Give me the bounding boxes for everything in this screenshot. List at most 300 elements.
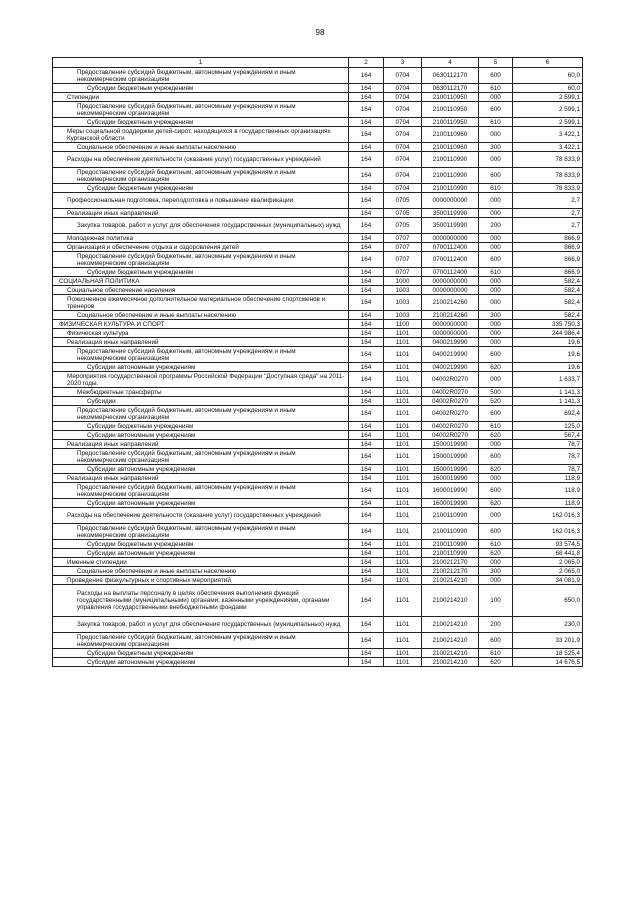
row-amount: 1 633,7 bbox=[513, 372, 583, 388]
row-ministry-code: 164 bbox=[349, 320, 384, 329]
row-section-code: 1101 bbox=[384, 483, 422, 499]
table-row bbox=[53, 422, 583, 431]
row-amount: 18 525,4 bbox=[513, 649, 583, 658]
row-section-code: 1101 bbox=[384, 567, 422, 576]
row-target-code: 0000000000 bbox=[422, 286, 479, 295]
row-amount: 2 599,1 bbox=[513, 102, 583, 118]
row-amount: 19,6 bbox=[513, 363, 583, 372]
row-ministry-code: 164 bbox=[349, 127, 384, 143]
row-ministry-code: 164 bbox=[349, 363, 384, 372]
row-name-cell: Расходы на выплаты персоналу в целях обеспечения выполнения функций государственными (муниципальными) органами, казенными учреждениями, органами управления государственными внебюджетными фондами bbox=[53, 585, 349, 617]
row-target-code: 1500019990 bbox=[422, 440, 479, 449]
row-target-code: 2100214210 bbox=[422, 633, 479, 649]
row-expense-type: 100 bbox=[479, 585, 513, 617]
row-ministry-code: 164 bbox=[349, 585, 384, 617]
row-target-code: 2100214210 bbox=[422, 658, 479, 667]
row-section-code: 0705 bbox=[384, 193, 422, 209]
row-section-code: 1101 bbox=[384, 540, 422, 549]
row-amount: 230,0 bbox=[513, 617, 583, 633]
table-row bbox=[53, 549, 583, 558]
row-target-code: 2100110990 bbox=[422, 152, 479, 168]
row-name-cell: ФИЗИЧЕСКАЯ КУЛЬТУРА И СПОРТ bbox=[53, 320, 349, 329]
row-expense-type: 000 bbox=[479, 558, 513, 567]
row-amount: 78 833,9 bbox=[513, 152, 583, 168]
row-name-cell: Субсидии бюджетным учреждениям bbox=[53, 649, 349, 658]
row-name-cell: Межбюджетные трансферты bbox=[53, 388, 349, 397]
row-target-code: 2100110990 bbox=[422, 184, 479, 193]
row-ministry-code: 164 bbox=[349, 431, 384, 440]
row-section-code: 0704 bbox=[384, 84, 422, 93]
row-section-code: 1101 bbox=[384, 449, 422, 465]
row-name-cell: Субсидии бюджетным учреждениям bbox=[53, 268, 349, 277]
row-expense-type: 000 bbox=[479, 152, 513, 168]
row-target-code: 0700112400 bbox=[422, 268, 479, 277]
row-target-code: 0400219990 bbox=[422, 363, 479, 372]
row-name-cell: Проведение физкультурных и спортивных мероприятий bbox=[53, 576, 349, 585]
row-amount: 3 422,1 bbox=[513, 127, 583, 143]
table-row bbox=[53, 193, 583, 209]
table-row bbox=[53, 84, 583, 93]
row-name-cell: Субсидии автономным учреждениям bbox=[53, 549, 349, 558]
row-section-code: 0704 bbox=[384, 102, 422, 118]
row-section-code: 1101 bbox=[384, 465, 422, 474]
row-ministry-code: 164 bbox=[349, 184, 384, 193]
row-target-code: 2100110990 bbox=[422, 508, 479, 524]
row-section-code: 1101 bbox=[384, 549, 422, 558]
row-section-code: 1101 bbox=[384, 558, 422, 567]
table-row bbox=[53, 483, 583, 499]
row-amount: 14 676,5 bbox=[513, 658, 583, 667]
table-header-row bbox=[53, 58, 583, 68]
row-expense-type: 000 bbox=[479, 508, 513, 524]
row-target-code: 0000000000 bbox=[422, 320, 479, 329]
row-section-code: 1101 bbox=[384, 431, 422, 440]
row-expense-type: 000 bbox=[479, 329, 513, 338]
table-row bbox=[53, 347, 583, 363]
row-section-code: 0705 bbox=[384, 209, 422, 218]
row-target-code: 04002R0270 bbox=[422, 431, 479, 440]
row-target-code: 04002R0270 bbox=[422, 406, 479, 422]
row-ministry-code: 164 bbox=[349, 524, 384, 540]
row-section-code: 1101 bbox=[384, 508, 422, 524]
row-section-code: 0707 bbox=[384, 252, 422, 268]
row-expense-type: 620 bbox=[479, 431, 513, 440]
table-row bbox=[53, 127, 583, 143]
row-expense-type: 000 bbox=[479, 372, 513, 388]
row-target-code: 2100110950 bbox=[422, 118, 479, 127]
row-expense-type: 620 bbox=[479, 465, 513, 474]
row-target-code: 1600019990 bbox=[422, 483, 479, 499]
row-name-cell: Расходы на обеспечение деятельности (оказание услуг) государственных учреждений bbox=[53, 152, 349, 168]
row-section-code: 1101 bbox=[384, 338, 422, 347]
row-amount: 1 141,3 bbox=[513, 397, 583, 406]
header-col-5: 5 bbox=[479, 58, 513, 68]
row-expense-type: 200 bbox=[479, 617, 513, 633]
row-expense-type: 000 bbox=[479, 127, 513, 143]
row-ministry-code: 164 bbox=[349, 474, 384, 483]
row-expense-type: 000 bbox=[479, 338, 513, 347]
table-row bbox=[53, 243, 583, 252]
row-ministry-code: 164 bbox=[349, 372, 384, 388]
row-ministry-code: 164 bbox=[349, 406, 384, 422]
row-amount: 118,9 bbox=[513, 483, 583, 499]
row-ministry-code: 164 bbox=[349, 440, 384, 449]
row-ministry-code: 164 bbox=[349, 234, 384, 243]
row-expense-type: 620 bbox=[479, 363, 513, 372]
table-row bbox=[53, 540, 583, 549]
row-section-code: 1101 bbox=[384, 633, 422, 649]
row-expense-type: 000 bbox=[479, 193, 513, 209]
row-amount: 60,0 bbox=[513, 84, 583, 93]
row-ministry-code: 164 bbox=[349, 388, 384, 397]
table-row bbox=[53, 658, 583, 667]
row-name-cell: Предоставление субсидий бюджетным, автономным учреждениям и иным некоммерческим организациям bbox=[53, 524, 349, 540]
row-amount: 19,6 bbox=[513, 347, 583, 363]
row-expense-type: 000 bbox=[479, 474, 513, 483]
row-name-cell: Профессиональная подготовка, переподготовка и повышение квалификации bbox=[53, 193, 349, 209]
row-expense-type: 610 bbox=[479, 84, 513, 93]
row-name-cell: Субсидии автономным учреждениям bbox=[53, 499, 349, 508]
row-amount: 650,0 bbox=[513, 585, 583, 617]
row-ministry-code: 164 bbox=[349, 347, 384, 363]
row-name-cell: Субсидии бюджетным учреждениям bbox=[53, 422, 349, 431]
row-name-cell: Именные стипендии bbox=[53, 558, 349, 567]
row-target-code: 2100214210 bbox=[422, 649, 479, 658]
row-expense-type: 620 bbox=[479, 658, 513, 667]
row-expense-type: 620 bbox=[479, 499, 513, 508]
row-name-cell: Предоставление субсидий бюджетным, автономным учреждениям и иным некоммерческим организациям bbox=[53, 633, 349, 649]
row-amount: 582,4 bbox=[513, 311, 583, 320]
table-row bbox=[53, 184, 583, 193]
table-row bbox=[53, 406, 583, 422]
row-amount: 866,9 bbox=[513, 243, 583, 252]
row-amount: 78,7 bbox=[513, 465, 583, 474]
row-ministry-code: 164 bbox=[349, 209, 384, 218]
table-row bbox=[53, 102, 583, 118]
row-section-code: 1101 bbox=[384, 440, 422, 449]
table-row bbox=[53, 93, 583, 102]
budget-table bbox=[52, 57, 583, 667]
table-row bbox=[53, 268, 583, 277]
table-row bbox=[53, 524, 583, 540]
row-ministry-code: 164 bbox=[349, 508, 384, 524]
row-ministry-code: 164 bbox=[349, 286, 384, 295]
row-expense-type: 520 bbox=[479, 397, 513, 406]
row-target-code: 0000000000 bbox=[422, 234, 479, 243]
row-name-cell: Расходы на обеспечение деятельности (оказание услуг) государственных учреждений bbox=[53, 508, 349, 524]
row-section-code: 1101 bbox=[384, 658, 422, 667]
table-row bbox=[53, 329, 583, 338]
row-section-code: 0704 bbox=[384, 127, 422, 143]
row-expense-type: 000 bbox=[479, 286, 513, 295]
row-expense-type: 600 bbox=[479, 483, 513, 499]
row-ministry-code: 164 bbox=[349, 102, 384, 118]
row-ministry-code: 164 bbox=[349, 649, 384, 658]
row-section-code: 0704 bbox=[384, 168, 422, 184]
table-row bbox=[53, 633, 583, 649]
row-ministry-code: 164 bbox=[349, 576, 384, 585]
row-section-code: 1101 bbox=[384, 499, 422, 508]
table-row bbox=[53, 363, 583, 372]
table-row bbox=[53, 499, 583, 508]
row-amount: 19,6 bbox=[513, 338, 583, 347]
row-section-code: 0704 bbox=[384, 143, 422, 152]
row-name-cell: Социальное обеспечение и иные выплаты населению bbox=[53, 143, 349, 152]
row-expense-type: 610 bbox=[479, 184, 513, 193]
row-amount: 60,0 bbox=[513, 68, 583, 84]
row-amount: 2,7 bbox=[513, 193, 583, 209]
row-name-cell: Субсидии бюджетным учреждениям bbox=[53, 118, 349, 127]
row-expense-type: 610 bbox=[479, 268, 513, 277]
row-name-cell: Субсидии автономным учреждениям bbox=[53, 658, 349, 667]
row-amount: 866,9 bbox=[513, 234, 583, 243]
row-expense-type: 300 bbox=[479, 311, 513, 320]
row-amount: 2 065,0 bbox=[513, 567, 583, 576]
row-amount: 78 833,9 bbox=[513, 168, 583, 184]
table-row bbox=[53, 617, 583, 633]
row-section-code: 0705 bbox=[384, 218, 422, 234]
row-expense-type: 600 bbox=[479, 347, 513, 363]
row-section-code: 1101 bbox=[384, 397, 422, 406]
row-name-cell: СОЦИАЛЬНАЯ ПОЛИТИКА bbox=[53, 277, 349, 286]
row-name-cell: Реализация иных направлений bbox=[53, 474, 349, 483]
row-expense-type: 620 bbox=[479, 549, 513, 558]
row-name-cell: Социальное обеспечение и иные выплаты населению bbox=[53, 311, 349, 320]
row-section-code: 1101 bbox=[384, 372, 422, 388]
row-name-cell: Субсидии бюджетным учреждениям bbox=[53, 540, 349, 549]
row-name-cell: Меры социальной поддержки детей-сирот, находящихся в государственных организациях Курганской области bbox=[53, 127, 349, 143]
row-section-code: 0707 bbox=[384, 234, 422, 243]
table-row bbox=[53, 277, 583, 286]
row-section-code: 1101 bbox=[384, 363, 422, 372]
table-row bbox=[53, 576, 583, 585]
row-ministry-code: 164 bbox=[349, 252, 384, 268]
row-target-code: 0630112170 bbox=[422, 84, 479, 93]
row-section-code: 0704 bbox=[384, 184, 422, 193]
row-target-code: 04002R0270 bbox=[422, 372, 479, 388]
row-target-code: 2100110950 bbox=[422, 93, 479, 102]
row-expense-type: 600 bbox=[479, 524, 513, 540]
row-ministry-code: 164 bbox=[349, 218, 384, 234]
table-row bbox=[53, 474, 583, 483]
row-amount: 78,7 bbox=[513, 449, 583, 465]
row-amount: 162 016,3 bbox=[513, 508, 583, 524]
row-target-code: 0700112400 bbox=[422, 252, 479, 268]
row-section-code: 1003 bbox=[384, 286, 422, 295]
row-amount: 78,7 bbox=[513, 440, 583, 449]
row-expense-type: 610 bbox=[479, 540, 513, 549]
row-ministry-code: 164 bbox=[349, 193, 384, 209]
row-ministry-code: 164 bbox=[349, 143, 384, 152]
row-name-cell: Предоставление субсидий бюджетным, автономным учреждениям и иным некоммерческим организациям bbox=[53, 406, 349, 422]
row-name-cell: Субсидии bbox=[53, 397, 349, 406]
row-amount: 2 599,1 bbox=[513, 93, 583, 102]
row-amount: 2,7 bbox=[513, 209, 583, 218]
table-row bbox=[53, 431, 583, 440]
row-section-code: 1101 bbox=[384, 422, 422, 431]
row-ministry-code: 164 bbox=[349, 633, 384, 649]
row-name-cell: Реализация иных направлений bbox=[53, 209, 349, 218]
row-target-code: 2100214260 bbox=[422, 295, 479, 311]
table-row bbox=[53, 286, 583, 295]
row-target-code: 0000000000 bbox=[422, 329, 479, 338]
row-expense-type: 000 bbox=[479, 209, 513, 218]
table-row bbox=[53, 152, 583, 168]
row-ministry-code: 164 bbox=[349, 540, 384, 549]
row-amount: 34 081,9 bbox=[513, 576, 583, 585]
row-name-cell: Предоставление субсидий бюджетным, автономным учреждениям и иным некоммерческим организациям bbox=[53, 449, 349, 465]
row-expense-type: 600 bbox=[479, 406, 513, 422]
row-expense-type: 600 bbox=[479, 633, 513, 649]
row-name-cell: Субсидии бюджетным учреждениям bbox=[53, 184, 349, 193]
row-target-code: 1500019990 bbox=[422, 449, 479, 465]
row-amount: 68 441,8 bbox=[513, 549, 583, 558]
header-col-2: 2 bbox=[349, 58, 384, 68]
row-expense-type: 600 bbox=[479, 68, 513, 84]
row-ministry-code: 164 bbox=[349, 397, 384, 406]
row-section-code: 1100 bbox=[384, 320, 422, 329]
row-amount: 2,7 bbox=[513, 218, 583, 234]
row-amount: 125,0 bbox=[513, 422, 583, 431]
table-row bbox=[53, 143, 583, 152]
row-expense-type: 000 bbox=[479, 295, 513, 311]
table-row bbox=[53, 388, 583, 397]
row-target-code: 2100110990 bbox=[422, 549, 479, 558]
page-number: 98 bbox=[315, 28, 325, 37]
table-row bbox=[53, 558, 583, 567]
row-ministry-code: 164 bbox=[349, 658, 384, 667]
row-target-code: 1600019990 bbox=[422, 474, 479, 483]
row-ministry-code: 164 bbox=[349, 617, 384, 633]
row-amount: 335 750,3 bbox=[513, 320, 583, 329]
row-expense-type: 000 bbox=[479, 234, 513, 243]
row-name-cell: Пожизненное ежемесячное дополнительное материальное обеспечение спортсменов и тренеров bbox=[53, 295, 349, 311]
row-ministry-code: 164 bbox=[349, 68, 384, 84]
row-name-cell: Физическая культура bbox=[53, 329, 349, 338]
row-target-code: 2100110990 bbox=[422, 524, 479, 540]
row-expense-type: 600 bbox=[479, 252, 513, 268]
row-name-cell: Организация и обеспечение отдыха и оздоровления детей bbox=[53, 243, 349, 252]
row-expense-type: 000 bbox=[479, 440, 513, 449]
row-amount: 582,4 bbox=[513, 295, 583, 311]
row-name-cell: Предоставление субсидий бюджетным, автономным учреждениям и иным некоммерческим организациям bbox=[53, 252, 349, 268]
row-ministry-code: 164 bbox=[349, 549, 384, 558]
row-name-cell: Субсидии бюджетным учреждениям bbox=[53, 84, 349, 93]
row-expense-type: 000 bbox=[479, 277, 513, 286]
row-section-code: 1101 bbox=[384, 585, 422, 617]
row-name-cell: Предоставление субсидий бюджетным, автономным учреждениям и иным некоммерческим организациям bbox=[53, 347, 349, 363]
row-name-cell: Мероприятия государственной программы Российской Федерации "Доступная среда" на 2011-2020 годы. bbox=[53, 372, 349, 388]
row-name-cell: Закупка товаров, работ и услуг для обеспечения государственных (муниципальных) нужд bbox=[53, 617, 349, 633]
row-amount: 33 201,9 bbox=[513, 633, 583, 649]
table-row bbox=[53, 168, 583, 184]
row-amount: 2 065,0 bbox=[513, 558, 583, 567]
row-ministry-code: 164 bbox=[349, 277, 384, 286]
row-target-code: 04002R0270 bbox=[422, 388, 479, 397]
row-expense-type: 600 bbox=[479, 449, 513, 465]
row-target-code: 0630112170 bbox=[422, 68, 479, 84]
row-section-code: 0704 bbox=[384, 118, 422, 127]
row-section-code: 1101 bbox=[384, 524, 422, 540]
table-row bbox=[53, 338, 583, 347]
table-row bbox=[53, 649, 583, 658]
row-ministry-code: 164 bbox=[349, 311, 384, 320]
table-row bbox=[53, 252, 583, 268]
row-target-code: 1600019990 bbox=[422, 499, 479, 508]
row-ministry-code: 164 bbox=[349, 84, 384, 93]
table-row bbox=[53, 311, 583, 320]
row-amount: 1 141,3 bbox=[513, 388, 583, 397]
row-name-cell: Стипендии bbox=[53, 93, 349, 102]
row-expense-type: 600 bbox=[479, 102, 513, 118]
row-ministry-code: 164 bbox=[349, 465, 384, 474]
row-expense-type: 610 bbox=[479, 422, 513, 431]
row-amount: 866,9 bbox=[513, 252, 583, 268]
row-section-code: 0704 bbox=[384, 152, 422, 168]
row-amount: 244 986,4 bbox=[513, 329, 583, 338]
row-target-code: 0400219990 bbox=[422, 347, 479, 363]
row-expense-type: 000 bbox=[479, 93, 513, 102]
row-target-code: 1500019990 bbox=[422, 465, 479, 474]
row-section-code: 0704 bbox=[384, 93, 422, 102]
table-row bbox=[53, 218, 583, 234]
row-name-cell: Предоставление субсидий бюджетным, автономным учреждениям и иным некоммерческим организациям bbox=[53, 483, 349, 499]
row-section-code: 1000 bbox=[384, 277, 422, 286]
table-row bbox=[53, 440, 583, 449]
row-section-code: 1101 bbox=[384, 649, 422, 658]
row-target-code: 3500119990 bbox=[422, 218, 479, 234]
row-expense-type: 500 bbox=[479, 388, 513, 397]
row-amount: 582,4 bbox=[513, 277, 583, 286]
row-name-cell: Предоставление субсидий бюджетным, автономным учреждениям и иным некоммерческим организациям bbox=[53, 102, 349, 118]
row-name-cell: Субсидии автономным учреждениям bbox=[53, 363, 349, 372]
row-ministry-code: 164 bbox=[349, 118, 384, 127]
row-amount: 582,4 bbox=[513, 286, 583, 295]
row-target-code: 2100110990 bbox=[422, 168, 479, 184]
table-row bbox=[53, 68, 583, 84]
row-target-code: 0000000000 bbox=[422, 277, 479, 286]
row-target-code: 2100214210 bbox=[422, 617, 479, 633]
row-expense-type: 000 bbox=[479, 320, 513, 329]
table-row bbox=[53, 508, 583, 524]
row-name-cell: Социальное обеспечение населения bbox=[53, 286, 349, 295]
row-section-code: 1101 bbox=[384, 388, 422, 397]
row-amount: 162 016,3 bbox=[513, 524, 583, 540]
header-col-4: 4 bbox=[422, 58, 479, 68]
row-expense-type: 610 bbox=[479, 649, 513, 658]
row-target-code: 2100214260 bbox=[422, 311, 479, 320]
row-name-cell: Предоставление субсидий бюджетным, автономным учреждениям и иным некоммерческим организациям bbox=[53, 168, 349, 184]
header-col-3: 3 bbox=[384, 58, 422, 68]
row-ministry-code: 164 bbox=[349, 558, 384, 567]
row-ministry-code: 164 bbox=[349, 483, 384, 499]
row-amount: 2 599,1 bbox=[513, 118, 583, 127]
row-ministry-code: 164 bbox=[349, 93, 384, 102]
table-row bbox=[53, 372, 583, 388]
row-section-code: 1101 bbox=[384, 406, 422, 422]
row-expense-type: 610 bbox=[479, 118, 513, 127]
row-ministry-code: 164 bbox=[349, 329, 384, 338]
row-amount: 78 833,9 bbox=[513, 184, 583, 193]
row-name-cell: Социальное обеспечение и иные выплаты населению bbox=[53, 567, 349, 576]
row-ministry-code: 164 bbox=[349, 152, 384, 168]
row-target-code: 0400219990 bbox=[422, 338, 479, 347]
table-row bbox=[53, 397, 583, 406]
row-expense-type: 300 bbox=[479, 143, 513, 152]
row-expense-type: 000 bbox=[479, 576, 513, 585]
row-amount: 118,9 bbox=[513, 499, 583, 508]
row-target-code: 2100214210 bbox=[422, 576, 479, 585]
